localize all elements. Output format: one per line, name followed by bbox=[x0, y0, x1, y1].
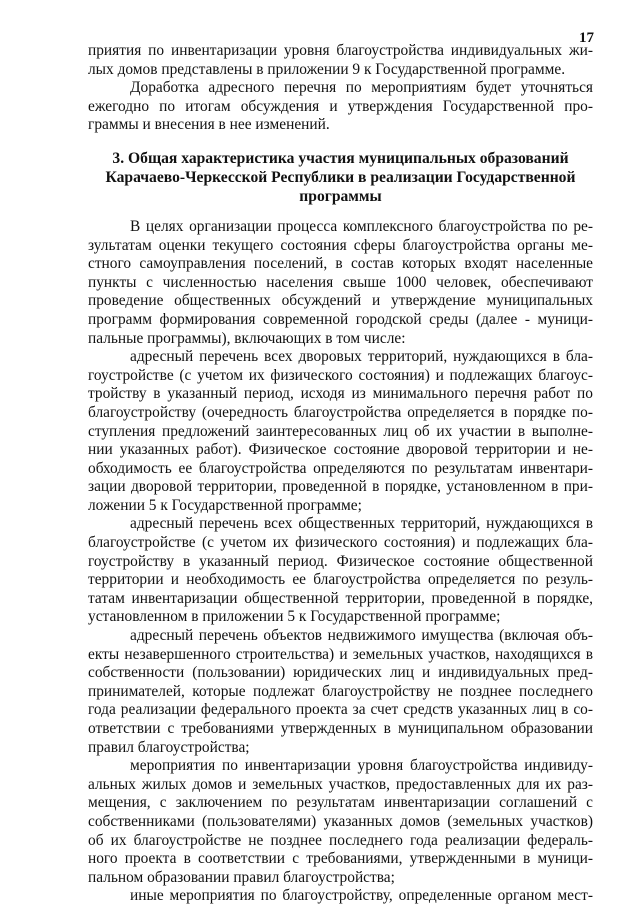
heading-line: Карачаево-Черкесской Республики в реализации Государственной bbox=[105, 168, 576, 186]
text-line: ступления предложений заинтересованных лиц об их участии в выполне- bbox=[88, 422, 593, 440]
text-line: принимателей, которые подлежат благоустройству не позднее последнего bbox=[88, 682, 593, 700]
text-line: мещения, с заключением по результатам инвентаризации соглашений с bbox=[88, 794, 593, 812]
text-line: зультатам оценки текущего состояния сферы благоустройства органы ме- bbox=[88, 236, 593, 254]
text-line: обходимость ее благоустройства определяются по результатам инвентари- bbox=[88, 459, 593, 477]
text-line: ного проекта в соответствии с требованиями, утвержденными в муници- bbox=[88, 850, 593, 868]
text-line: альных жилых домов и земельных участков, предоставленных для их раз- bbox=[88, 775, 593, 793]
text-line: екты незавершенного строительства) и земельных участков, находящихся в bbox=[88, 645, 593, 663]
text-line: установленном в приложении 5 к Государственной программе; bbox=[88, 608, 501, 626]
text-line: Доработка адресного перечня по мероприятиям будет уточняться bbox=[130, 79, 593, 97]
text-line: года реализации федерального проекта за счет средств указанных лиц в со- bbox=[88, 701, 593, 719]
text-line: нии указанных работ). Физическое состояние дворовой территории и не- bbox=[88, 441, 593, 459]
text-line: стного самоуправления поселений, в состав которых входят населенные bbox=[88, 255, 593, 273]
section-heading bbox=[88, 149, 593, 206]
text-line: правил благоустройства; bbox=[88, 738, 250, 756]
page-number: 17 bbox=[579, 30, 594, 46]
text-line: гоустройству в указанный период. Физическое состояние общественной bbox=[88, 552, 593, 570]
text-line: адресный перечень всех дворовых территорий, нуждающихся в бла- bbox=[130, 348, 593, 366]
text-line: программ формирования современной городской среды (далее - муници- bbox=[88, 310, 593, 328]
body-paragraph bbox=[88, 218, 593, 348]
text-line: ежегодно по итогам обсуждения и утверждения Государственной про- bbox=[88, 97, 593, 115]
text-line: иные мероприятия по благоустройству, определенные органом мест- bbox=[130, 887, 593, 905]
text-line: собственниками (пользователями) указанных домов (земельных участков) bbox=[88, 812, 593, 830]
body-paragraph bbox=[88, 348, 593, 515]
text-line: ложении 5 к Государственной программе; bbox=[88, 496, 362, 514]
text-line: татам инвентаризации общественной территории, проведенной в порядке, bbox=[88, 589, 593, 607]
text-line: ответствии с требованиями утвержденных в муниципальном образовании bbox=[88, 720, 593, 737]
text-line: пункты с численностью населения свыше 1000 человек, обеспечивают bbox=[88, 273, 593, 291]
text-line: проведение общественных обсуждений и утверждение муниципальных bbox=[88, 292, 593, 310]
text-line: об их благоустройстве не позднее последнего года реализации федераль- bbox=[88, 831, 593, 849]
body-paragraph bbox=[88, 627, 593, 757]
text-line: лых домов представлены в приложении 9 к Государственной программе. bbox=[88, 60, 566, 78]
heading-line: программы bbox=[299, 187, 382, 205]
text-line: В целях организации процесса комплексного благоустройства по ре- bbox=[130, 217, 593, 235]
text-line: благоустройству (очередность благоустройства определяется в порядке по- bbox=[88, 403, 593, 421]
body-paragraph bbox=[88, 515, 593, 627]
text-line: гоустройстве (с учетом их физического состояния) и подлежащих благоус- bbox=[88, 366, 593, 384]
text-line: территории и необходимость ее благоустройства определяется по резуль- bbox=[88, 571, 593, 589]
text-line: тройству в указанный период, исходя из минимального перечня работ по bbox=[88, 385, 593, 403]
body-paragraph bbox=[88, 887, 593, 906]
text-line: собственности (пользовании) юридических лиц и индивидуальных пред- bbox=[88, 664, 593, 682]
text-line: пальном образовании правил благоустройства; bbox=[88, 868, 395, 886]
text-line: адресный перечень объектов недвижимого имущества (включая объ- bbox=[130, 627, 593, 645]
body-paragraph bbox=[88, 757, 593, 887]
text-line: благоустройстве (с учетом их физического состояния) и подлежащих бла- bbox=[88, 534, 593, 552]
text-line: зации дворовой территории, проведенной в порядке, установленном в при- bbox=[88, 478, 593, 496]
heading-line: 3. Общая характеристика участия муниципальных образований bbox=[112, 149, 569, 167]
text-line: пальные программы), включающих в том числе: bbox=[88, 329, 406, 347]
text-line: граммы и внесения в нее изменений. bbox=[88, 116, 330, 134]
text-line: приятия по инвентаризации уровня благоустройства индивидуальных жи- bbox=[88, 42, 593, 59]
intro-paragraph bbox=[88, 42, 593, 79]
intro-paragraph-2 bbox=[88, 79, 593, 135]
page-content bbox=[88, 42, 593, 906]
text-line: адресный перечень всех общественных территорий, нуждающихся в bbox=[130, 515, 593, 533]
text-line: мероприятия по инвентаризации уровня благоустройства индивиду- bbox=[130, 757, 593, 775]
